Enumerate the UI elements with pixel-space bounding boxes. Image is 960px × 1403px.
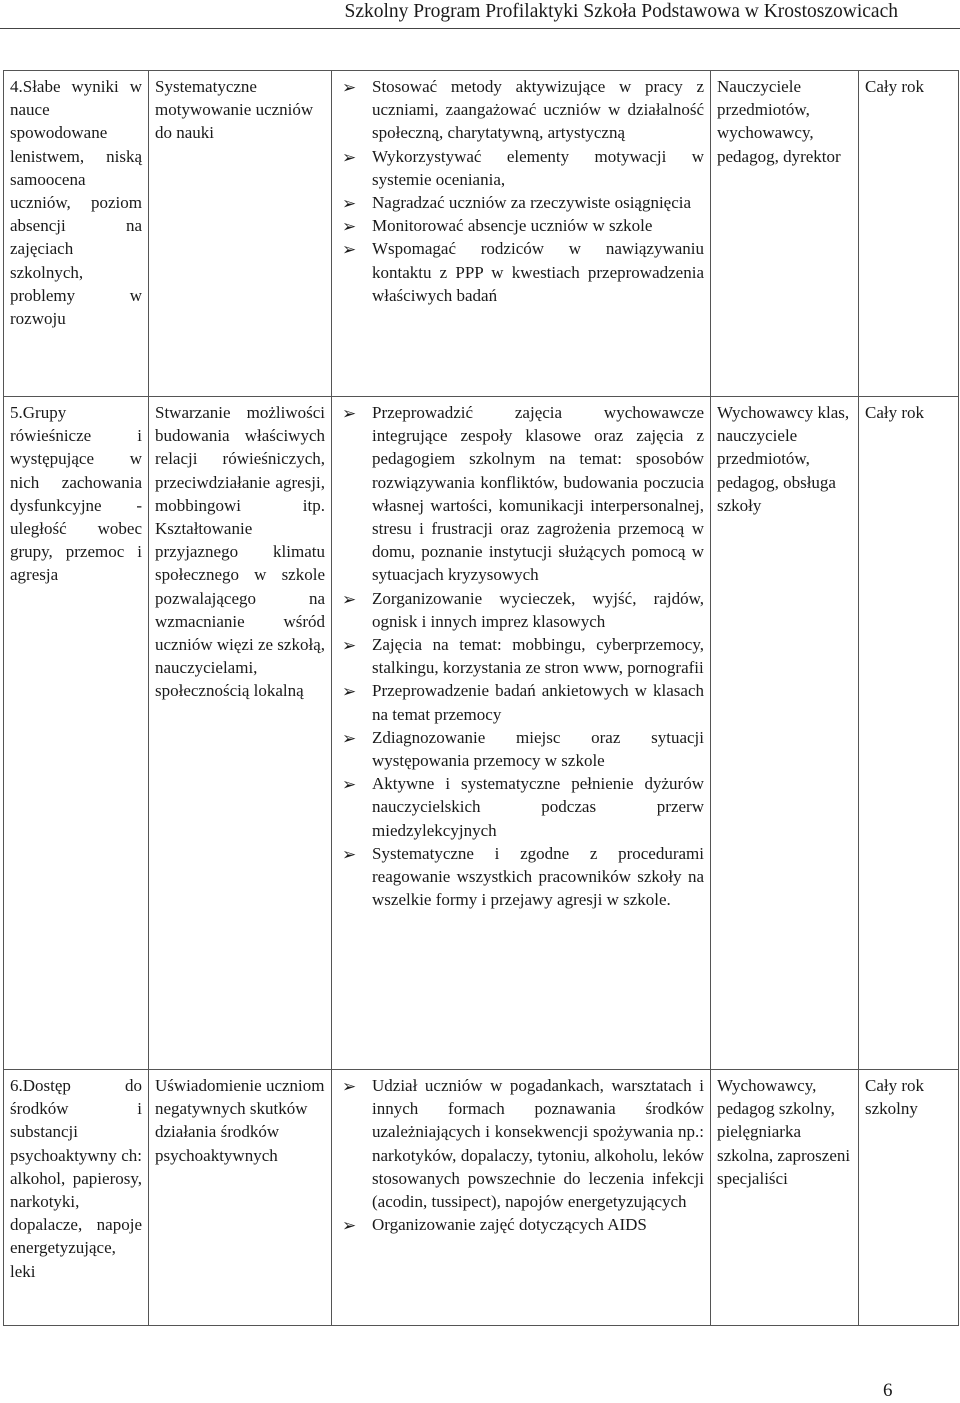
- task-item: ➢ Stosować metody aktywizujące w pracy z uczniami, zaangażować uczniów w działalność społeczną, charytatywną, artystyczną: [342, 77, 704, 143]
- term-cell: Cały rok: [859, 71, 959, 397]
- tasks-cell: [332, 1070, 711, 1326]
- arrow-bullet-icon: ➢: [342, 589, 357, 609]
- task-item: ➢ Zorganizowanie wycieczek, wyjść, rajdów, ognisk i innych imprez klasowych: [342, 588, 704, 631]
- goal-cell: Uświadomienie uczniom negatywnych skutków działania środków psychoaktywnych: [149, 1070, 332, 1326]
- task-item: ➢ Udział uczniów w pogadankach, warsztatach i innych formach poznawania środków uzależniających i konsekwencji spożywania np.: narkotyków, dopalaczy, tytoniu, alkoholu, leków stosowanych powszechnie do leczenia infekcji (acodin, tussipect), napojów energetyzujących: [342, 1076, 704, 1212]
- task-list: [338, 401, 704, 911]
- term-cell: Cały rok szkolny: [859, 1070, 959, 1326]
- goal-cell: Stwarzanie możliwości budowania właściwych relacji rówieśniczych, przeciwdziałanie agresji, mobbingowi itp. Kształtowanie przyjaznego klimatu społecznego w szkole pozwalającego na wzmacnianie wśród uczniów więzi ze szkołą, nauczycielami, społecznością lokalną: [149, 397, 332, 1070]
- table-row: [4, 1070, 959, 1326]
- task-item: ➢ Wykorzystywać elementy motywacji w systemie oceniania,: [342, 146, 704, 189]
- problem-cell: 4.Słabe wyniki w nauce spowodowane lenistwem, niską samoocena uczniów, poziom absencji na zajęciach szkolnych, problemy w rozwoju: [4, 71, 149, 397]
- problem-cell: 6.Dostęp do środków i substancji psychoaktywny ch: alkohol, papierosy, narkotyki, dopalacze, napoje energetyzujące, leki: [4, 1070, 149, 1326]
- table-row: [4, 71, 959, 397]
- task-item: ➢ Organizowanie zajęć dotyczących AIDS: [342, 1215, 647, 1236]
- task-item: ➢ Systematyczne i zgodne z procedurami reagowanie wszystkich pracowników szkoły na wszelkie formy i przejawy agresji w szkole.: [342, 843, 704, 910]
- task-item: ➢ Przeprowadzenie badań ankietowych w klasach na temat przemocy: [342, 681, 704, 724]
- task-item: ➢ Aktywne i systematyczne pełnienie dyżurów nauczycielskich podczas przerw miedzylekcyjnych: [342, 774, 704, 840]
- arrow-bullet-icon: ➢: [342, 775, 357, 795]
- arrow-bullet-icon: ➢: [342, 78, 357, 97]
- tasks-cell: [332, 397, 711, 1070]
- tasks-cell: [332, 71, 711, 397]
- arrow-bullet-icon: ➢: [342, 240, 357, 260]
- task-list: [338, 75, 704, 307]
- responsible-cell: Nauczyciele przedmiotów, wychowawcy, pedagog, dyrektor: [711, 71, 859, 397]
- goal-cell: Systematyczne motywowanie uczniów do nauki: [149, 71, 332, 397]
- problem-cell: 5.Grupy rówieśnicze i występujące w nich zachowania dysfunkcyjne - uległość wobec grupy, przemoc i agresja: [4, 397, 149, 1070]
- task-item: ➢ Zajęcia na temat: mobbingu, cyberprzemocy, stalkingu, korzystania ze stron www, pornografii: [342, 635, 704, 678]
- arrow-bullet-icon: ➢: [342, 1077, 357, 1096]
- table-row: [4, 397, 959, 1070]
- arrow-bullet-icon: ➢: [342, 1216, 357, 1236]
- arrow-bullet-icon: ➢: [342, 217, 357, 237]
- header-divider: [0, 28, 960, 29]
- arrow-bullet-icon: ➢: [342, 404, 357, 423]
- arrow-bullet-icon: ➢: [342, 728, 357, 748]
- arrow-bullet-icon: ➢: [342, 682, 357, 702]
- task-item: ➢ Zdiagnozowanie miejsc oraz sytuacji występowania przemocy w szkole: [342, 727, 704, 771]
- task-item: ➢ Przeprowadzić zajęcia wychowawcze integrujące zespoły klasowe oraz zajęcia z pedagogiem szkolnym na temat: sposobów rozwiązywania konfliktów, budowania poczucia własnej wartości, komunikacji interpersonalnej, stresu i frustracji oraz zagrożenia przemocą w domu, poznanie instytucji służących pomocą w sytuacjach kryzysowych: [342, 403, 704, 585]
- arrow-bullet-icon: ➢: [342, 194, 357, 214]
- task-item: ➢ Wspomagać rodziców w nawiązywaniu kontaktu z PPP w kwestiach przeprowadzenia właściwych badań: [342, 239, 704, 305]
- responsible-cell: Wychowawcy, pedagog szkolny, pielęgniarka szkolna, zaproszeni specjaliści: [711, 1070, 859, 1326]
- task-list: [338, 1074, 704, 1236]
- arrow-bullet-icon: ➢: [342, 844, 357, 864]
- task-item: ➢ Monitorować absencje uczniów w szkole: [342, 216, 653, 237]
- prevention-plan-table: [3, 70, 959, 1326]
- arrow-bullet-icon: ➢: [342, 636, 357, 656]
- task-item: ➢ Nagradzać uczniów za rzeczywiste osiągnięcia: [342, 193, 692, 214]
- page-header-title: Szkolny Program Profilaktyki Szkoła Podstawowa w Krostoszowicach: [344, 1, 898, 22]
- arrow-bullet-icon: ➢: [342, 147, 357, 167]
- page-number: 6: [883, 1380, 893, 1401]
- responsible-cell: Wychowawcy klas, nauczyciele przedmiotów, pedagog, obsługa szkoły: [711, 397, 859, 1070]
- term-cell: Cały rok: [859, 397, 959, 1070]
